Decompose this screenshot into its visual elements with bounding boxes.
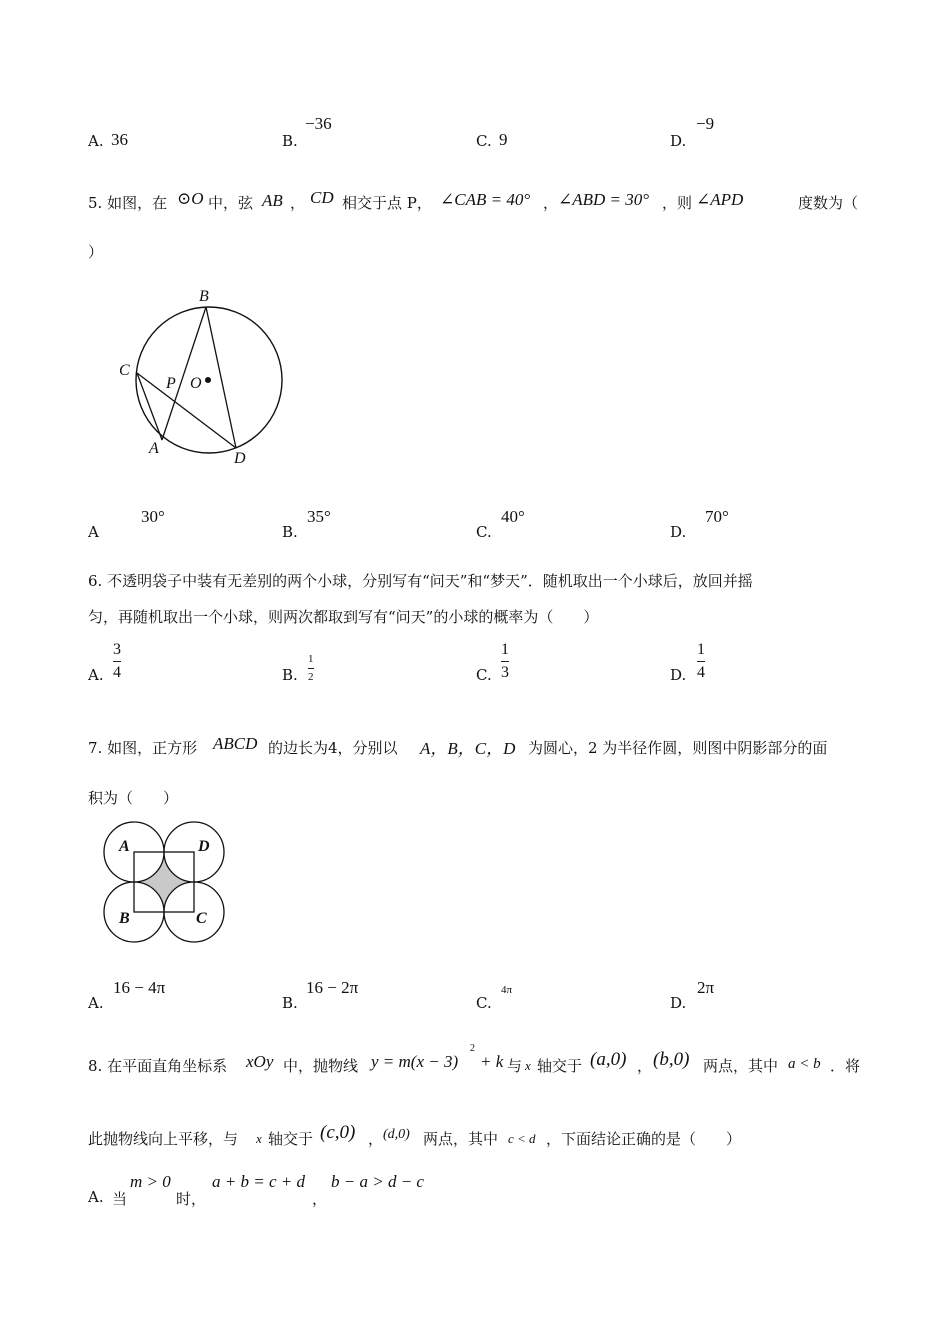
fraction-bar <box>697 661 705 662</box>
q6-option-a-num: 3 <box>113 641 121 658</box>
fraction-bar <box>113 661 121 662</box>
q7-option-d-letter: D. <box>670 994 687 1012</box>
q7-option-b-letter: B. <box>282 994 298 1012</box>
q6-option-a-fraction <box>113 642 121 681</box>
q5-ab: AB <box>262 191 283 210</box>
q5-label-b: B <box>199 288 209 305</box>
q7-label-b: B <box>119 910 130 927</box>
q8-pt-d: (d,0) <box>383 1127 410 1142</box>
q7-option-c-value: 4π <box>501 984 513 996</box>
q4-option-a-letter: A. <box>88 132 104 150</box>
q5-prefix: 5. 如图，在 <box>88 194 168 212</box>
q5-label-p: P <box>166 375 176 392</box>
q8-option-a-shi: 时， <box>176 1190 207 1208</box>
q7-option-c-letter: C. <box>476 994 492 1012</box>
q7-mid1: 的边长为4，分别以 <box>268 739 398 757</box>
q7-label-c: C <box>196 910 207 927</box>
q5-mid2: 相交于点 P， <box>342 194 432 212</box>
q5-option-b-value: 35° <box>307 507 331 526</box>
q5-suffix: 度数为（ <box>798 194 859 212</box>
q6-option-d-fraction <box>697 642 705 681</box>
q5-mid1: 中，弦 <box>208 194 254 212</box>
q5-chord-bd <box>206 307 236 448</box>
q5-cab: ∠CAB = 40° <box>440 190 531 209</box>
q5-center-dot <box>205 377 211 383</box>
q8-option-a-eq2: b − a > d − c <box>331 1172 424 1191</box>
q7-option-b-value: 16 − 2π <box>306 978 359 997</box>
q8-option-a-comma: ， <box>312 1190 328 1208</box>
q8-parabola: y = m(x − 3) <box>371 1052 459 1071</box>
q8-pt-a: (a,0) <box>590 1049 627 1070</box>
q8-comma2: ， <box>368 1130 384 1148</box>
q8-option-a-letter: A. <box>88 1188 104 1206</box>
q5-cd: CD <box>310 188 334 207</box>
q5-option-c-value: 40° <box>501 507 525 526</box>
q4-option-d-letter: D. <box>670 132 687 150</box>
fraction-bar <box>308 668 314 669</box>
q8-option-a-cond: m > 0 <box>130 1172 171 1191</box>
q5-option-d-letter: D. <box>670 523 687 541</box>
q8-xoy: xOy <box>246 1052 274 1071</box>
q6-option-b-num: 1 <box>308 653 314 665</box>
q6-option-c-fraction <box>501 642 509 681</box>
q8-option-a-when: 当 <box>112 1190 128 1208</box>
q8-x1: x <box>525 1058 531 1073</box>
q7-suffix: 为圆心，2 为半径作圆，则图中阴影部分的面 <box>528 739 828 757</box>
q5-circle-o: ⊙O <box>177 189 204 208</box>
q5-label-d: D <box>234 450 246 467</box>
q8-x2: x <box>256 1131 262 1146</box>
q5-option-d-value: 70° <box>705 507 729 526</box>
q6-option-d-letter: D. <box>670 666 687 684</box>
q8-sup2: 2 <box>470 1043 475 1054</box>
q7-option-d-value: 2π <box>697 978 715 997</box>
q6-option-b-fraction <box>308 654 314 683</box>
q7-abcd: ABCD <box>213 734 258 753</box>
q6-option-c-num: 1 <box>501 641 509 658</box>
q8-option-a-eq1: a + b = c + d <box>212 1172 305 1191</box>
q5-figure <box>110 285 300 475</box>
q5-label-o: O <box>190 375 202 392</box>
q5-label-c: C <box>119 362 130 379</box>
q5-apd: ∠APD <box>696 190 744 209</box>
q4-option-b-letter: B. <box>282 132 298 150</box>
q5-option-a-value: 30° <box>141 507 165 526</box>
q8-mid4: 两点，其中 <box>703 1057 779 1075</box>
q6-option-c-letter: C. <box>476 666 492 684</box>
q7-label-a: A <box>119 838 130 855</box>
q7-line2: 积为（ ） <box>88 789 179 807</box>
q8-mid3: 轴交于 <box>537 1057 583 1075</box>
q7-label-d: D <box>198 838 210 855</box>
q5-comma2: ， <box>543 194 559 212</box>
q6-line1: 6. 不透明袋子中装有无差别的两个小球，分别写有“问天”和“梦天”．随机取出一个小球后，放回并摇 <box>88 572 753 590</box>
q5-label-a: A <box>149 440 159 457</box>
q8-plus-k: + k <box>480 1052 504 1071</box>
q4-option-c-value: 9 <box>499 130 508 149</box>
q6-option-c-den: 3 <box>501 664 509 681</box>
q5-chord-cd <box>137 373 236 448</box>
q5-mid3: ，则 <box>662 194 693 212</box>
q8-a-lt-b: a < b <box>788 1056 821 1072</box>
q6-option-d-num: 1 <box>697 641 705 658</box>
q6-line2: 匀，再随机取出一个小球，则两次都取到写有“问天”的小球的概率为（ ） <box>88 608 599 626</box>
q7-option-a-letter: A. <box>88 994 104 1012</box>
q8-line2-prefix: 此抛物线向上平移，与 <box>88 1130 239 1148</box>
q7-points: A，B，C，D <box>420 739 516 758</box>
q5-option-c-letter: C. <box>476 523 492 541</box>
q5-option-a-letter: A <box>88 523 99 541</box>
q6-option-a-den: 4 <box>113 664 121 681</box>
q8-c-lt-d: c < d <box>508 1131 536 1146</box>
q4-option-a-value: 36 <box>111 130 128 149</box>
q4-option-d-value: −9 <box>696 114 715 133</box>
q6-option-b-letter: B. <box>282 666 298 684</box>
q8-comma: ， <box>637 1057 653 1075</box>
q7-prefix: 7. 如图，正方形 <box>88 739 198 757</box>
q8-mid1: 中，抛物线 <box>283 1057 359 1075</box>
q6-option-a-letter: A. <box>88 666 104 684</box>
q8-line2-mid2: 两点，其中 <box>423 1130 499 1148</box>
q5-comma1: ， <box>290 194 306 212</box>
q8-mid2: 与 <box>507 1057 523 1075</box>
q8-suffix: ．将 <box>830 1057 861 1075</box>
q6-option-b-den: 2 <box>308 671 314 683</box>
q4-option-c-letter: C. <box>476 132 492 150</box>
q7-option-a-value: 16 − 4π <box>113 978 166 997</box>
q5-abd: ∠ABD = 30° <box>558 190 650 209</box>
q4-option-b-value: −36 <box>305 114 332 133</box>
fraction-bar <box>501 661 509 662</box>
q8-line2-suffix: ，下面结论正确的是（ ） <box>546 1130 742 1148</box>
q8-pt-c: (c,0) <box>320 1122 356 1143</box>
q8-line2-mid1: 轴交于 <box>268 1130 314 1148</box>
q6-option-d-den: 4 <box>697 664 705 681</box>
q5-option-b-letter: B. <box>282 523 298 541</box>
q8-pt-b: (b,0) <box>653 1049 690 1070</box>
q5-line2: ） <box>88 243 104 261</box>
q8-prefix: 8. 在平面直角坐标系 <box>88 1057 228 1075</box>
